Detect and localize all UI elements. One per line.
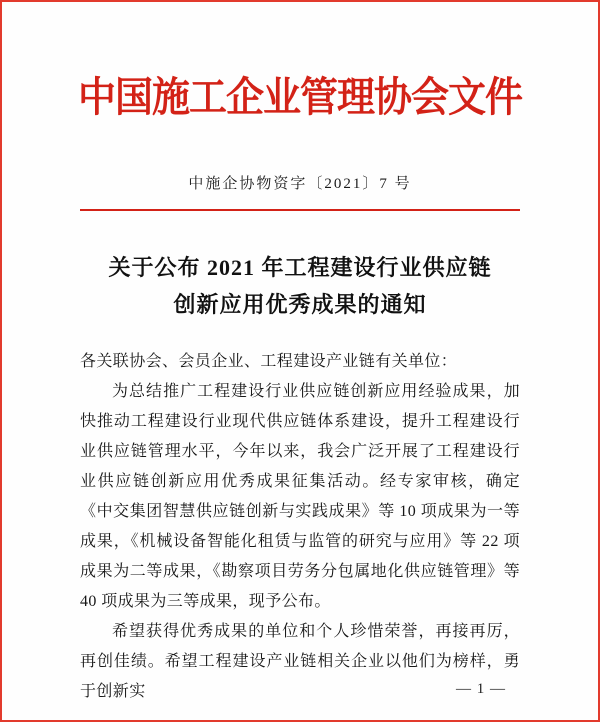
salutation-line: 各关联协会、会员企业、工程建设产业链有关单位： — [80, 353, 458, 370]
notice-title-line1: 关于公布 2021 年工程建设行业供应链 — [108, 255, 492, 280]
notice-title-line2: 创新应用优秀成果的通知 — [173, 292, 427, 317]
page-number: — 1 — — [456, 681, 506, 697]
body-paragraph-1: 为总结推广工程建设行业供应链创新应用经验成果，加快推动工程建设行业现代供应链体系建设，提升工程建设行业供应链管理水平，今年以来，我会广泛开展了工程建设行业供应链创新应用优秀成果征集活动。经专家审核，确定《中交集团智慧供应链创新与实践成果》等 10 项成果为一等成果，《机械设备智能化租赁与监管的研究与应用》等 22 项成果为二等成果，《勘察项目劳务分包属地化供应链管理》等 40 项成果为三等成果，现予公布。 — [80, 383, 520, 610]
org-header-title: 中国施工企业管理协会文件 — [77, 75, 522, 121]
red-divider-line — [80, 209, 520, 211]
document-body — [80, 347, 520, 707]
doc-number: 中施企协物资字〔2021〕7 号 — [188, 176, 412, 192]
notice-title — [2, 249, 598, 323]
body-paragraph-2: 希望获得优秀成果的单位和个人珍惜荣誉，再接再厉，再创佳绩。希望工程建设产业链相关企业以他们为榜样，勇于创新实 — [80, 623, 520, 700]
